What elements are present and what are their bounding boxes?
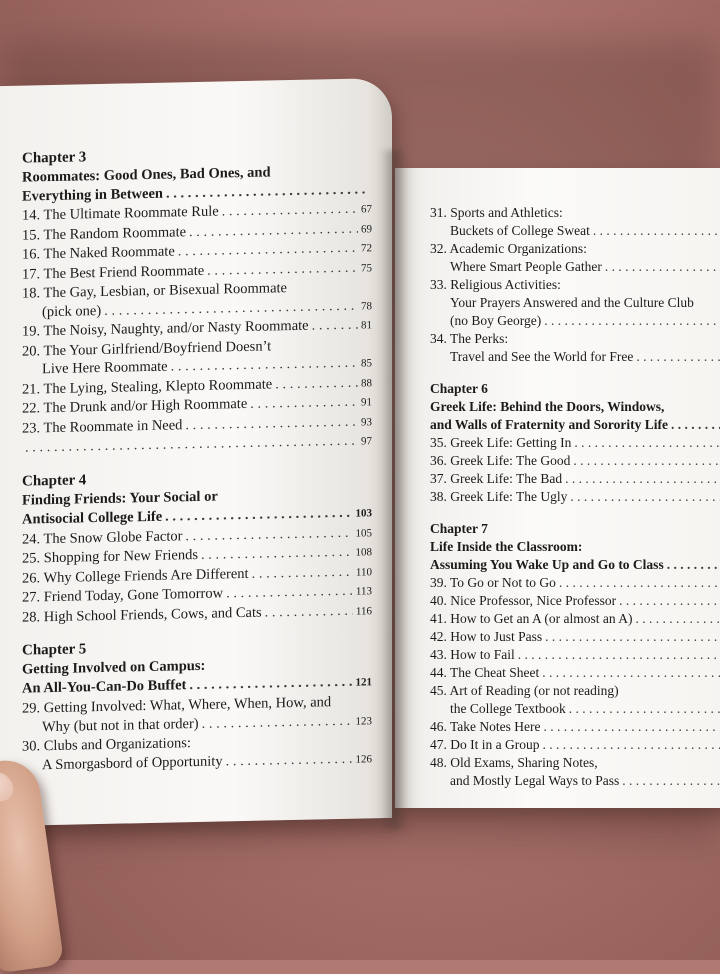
toc-text: (no Boy George) — [450, 313, 542, 328]
toc-text: 18. The Gay, Lesbian, or Bisexual Roommate — [22, 280, 287, 302]
toc-entry — [430, 628, 720, 646]
toc-text: Greek Life: Behind the Doors, Windows, — [430, 399, 665, 414]
page-number: 113 — [355, 585, 372, 598]
toc-text: 38. Greek Life: The Ugly — [430, 489, 568, 504]
toc-line — [430, 416, 720, 434]
leader-dots — [226, 582, 353, 603]
toc-line — [430, 258, 720, 276]
leader-dots — [542, 664, 720, 682]
toc-line — [430, 700, 720, 718]
leader-dots — [185, 523, 352, 545]
leader-dots — [544, 718, 720, 736]
leader-dots — [593, 222, 720, 240]
chapter-block — [22, 634, 372, 775]
leader-dots — [189, 673, 352, 695]
toc-text: 36. Greek Life: The Good — [430, 453, 571, 468]
toc-text: 25. Shopping for New Friends — [22, 546, 199, 567]
toc-text: Why (but not in that order) — [42, 715, 199, 735]
chapter-block — [22, 465, 372, 628]
page-number: 81 — [361, 319, 372, 332]
toc-line — [430, 574, 720, 592]
toc-line — [430, 488, 720, 506]
toc-text: 33. Religious Activities: — [430, 277, 561, 292]
toc-text: Travel and See the World for Free — [450, 349, 634, 364]
page-number: 123 — [355, 714, 372, 728]
toc-line — [430, 470, 720, 488]
leader-dots — [165, 503, 352, 526]
leader-dots — [226, 749, 353, 770]
toc-text: 43. How to Fail — [430, 647, 515, 662]
leader-dots — [619, 592, 720, 610]
page-number: 97 — [361, 435, 372, 448]
entry-continuation — [430, 204, 720, 366]
toc-text: 23. The Roommate in Need — [22, 416, 183, 437]
toc-entry — [430, 610, 720, 628]
toc-text: 41. How to Get an A (or almost an A) — [430, 611, 633, 626]
toc-line — [430, 312, 720, 330]
toc-text: 34. The Perks: — [430, 331, 509, 346]
chapter-title — [430, 398, 720, 434]
leader-dots — [189, 219, 358, 241]
toc-line — [430, 682, 720, 700]
toc-entry — [430, 664, 720, 682]
chapter-number: Chapter 4 — [22, 471, 87, 490]
toc-text: 16. The Naked Roommate — [22, 243, 175, 263]
leader-dots — [605, 258, 720, 276]
leader-dots — [544, 312, 720, 330]
toc-text: Finding Friends: Your Social or — [22, 488, 218, 509]
leader-dots — [559, 574, 720, 592]
toc-entry — [430, 736, 720, 754]
toc-text: 37. Greek Life: The Bad — [430, 471, 563, 486]
toc-text: 17. The Best Friend Roommate — [22, 262, 205, 283]
toc-line — [430, 664, 720, 682]
page-number: 78 — [361, 299, 372, 313]
toc-line — [430, 592, 720, 610]
leader-dots — [252, 562, 353, 583]
toc-text: 39. To Go or Not to Go — [430, 575, 556, 590]
toc-text: 14. The Ultimate Roommate Rule — [22, 203, 219, 224]
toc-text: Assuming You Wake Up and Go to Class — [430, 557, 664, 572]
toc-line — [430, 434, 720, 452]
chapter-number: Chapter 3 — [22, 149, 87, 167]
leader-dots — [565, 470, 720, 488]
toc-text: A Smorgasbord of Opportunity — [42, 752, 223, 773]
toc-text: 32. Academic Organizations: — [430, 241, 587, 256]
toc-entry — [430, 574, 720, 592]
chapter-title — [430, 538, 720, 574]
leader-dots — [250, 393, 358, 414]
toc-entry — [430, 718, 720, 736]
page-number: 126 — [355, 752, 372, 766]
leader-dots — [265, 601, 353, 621]
chapter-number: Chapter 6 — [430, 381, 488, 396]
page-number: 75 — [361, 261, 372, 275]
toc-entry — [430, 754, 720, 790]
toc-text: 27. Friend Today, Gone Tomorrow — [22, 585, 224, 606]
page-number: 103 — [355, 506, 372, 520]
toc-text: 26. Why College Friends Are Different — [22, 565, 249, 587]
toc-entry — [430, 204, 720, 240]
right-page — [395, 168, 720, 808]
toc-text: 48. Old Exams, Sharing Notes, — [430, 755, 598, 770]
leader-dots — [622, 772, 720, 790]
leader-dots — [178, 239, 358, 261]
leader-dots — [275, 373, 358, 393]
toc-line — [430, 452, 720, 470]
left-toc-column — [22, 142, 372, 775]
toc-entry — [430, 488, 720, 506]
toc-text: Getting Involved on Campus: — [22, 657, 206, 678]
toc-text: Live Here Roommate — [42, 358, 168, 378]
toc-text: 22. The Drunk and/or High Roommate — [22, 395, 248, 417]
toc-line — [430, 204, 720, 222]
toc-line — [430, 610, 720, 628]
toc-text: Everything in Between — [22, 185, 163, 205]
toc-line — [430, 276, 720, 294]
toc-text: 24. The Snow Globe Factor — [22, 527, 183, 548]
chapter-block — [22, 142, 372, 458]
left-page — [0, 78, 392, 826]
toc-entry — [430, 330, 720, 366]
toc-entry — [430, 240, 720, 276]
toc-line — [430, 628, 720, 646]
toc-text: 35. Greek Life: Getting In — [430, 435, 572, 450]
page-number: 69 — [361, 222, 372, 236]
leader-dots — [569, 700, 720, 718]
chapter-number: Chapter 5 — [22, 641, 87, 659]
toc-line — [430, 538, 720, 556]
leader-dots — [545, 628, 720, 646]
toc-entry — [430, 276, 720, 330]
thumbnail — [0, 770, 15, 805]
toc-line — [430, 772, 720, 790]
toc-text: 15. The Random Roommate — [22, 223, 187, 244]
toc-text: 46. Take Notes Here — [430, 719, 541, 734]
leader-dots — [312, 316, 358, 335]
leader-dots — [574, 434, 720, 452]
toc-text: 29. Getting Involved: What, Where, When, How, and — [22, 694, 332, 717]
toc-text: and Mostly Legal Ways to Pass — [450, 773, 620, 788]
toc-text: 19. The Noisy, Naughty, and/or Nasty Roommate — [22, 317, 309, 340]
page-number: 108 — [355, 546, 372, 559]
page-number: 121 — [355, 676, 372, 689]
toc-text: (pick one) — [42, 302, 102, 320]
page-number: 93 — [361, 415, 372, 429]
toc-line — [430, 556, 720, 574]
toc-line — [430, 646, 720, 664]
page-number: 67 — [361, 203, 372, 216]
leader-dots — [171, 354, 358, 376]
page-number: 88 — [361, 376, 372, 390]
chapter-number: Chapter 7 — [430, 521, 488, 536]
leader-dots — [570, 488, 720, 506]
toc-text: 40. Nice Professor, Nice Professor — [430, 593, 617, 608]
toc-line — [430, 736, 720, 754]
leader-dots — [222, 200, 358, 221]
toc-text: and Walls of Fraternity and Sorority Life — [430, 417, 669, 432]
chapter-block — [430, 380, 720, 506]
toc-entry — [430, 434, 720, 452]
toc-text: Your Prayers Answered and the Culture Club — [450, 295, 694, 310]
leader-dots — [185, 412, 358, 434]
leader-dots — [573, 452, 720, 470]
toc-text: Where Smart People Gather — [450, 259, 602, 274]
book-gutter — [380, 150, 408, 830]
toc-entry — [22, 730, 372, 775]
leader-dots — [667, 556, 720, 574]
page-number: 85 — [361, 357, 372, 370]
toc-line — [430, 348, 720, 366]
toc-line — [430, 294, 720, 312]
page-number: 105 — [355, 526, 372, 540]
toc-text: 28. High School Friends, Cows, and Cats — [22, 604, 262, 626]
toc-line — [430, 330, 720, 348]
leader-dots — [635, 610, 720, 628]
toc-text: 42. How to Just Pass — [430, 629, 543, 644]
toc-text: 31. Sports and Athletics: — [430, 205, 563, 220]
toc-entry — [430, 682, 720, 718]
toc-entry — [430, 470, 720, 488]
toc-line — [430, 398, 720, 416]
toc-entry — [430, 452, 720, 470]
leader-dots — [207, 258, 358, 280]
toc-text: Life Inside the Classroom: — [430, 539, 583, 554]
toc-text: 20. The Your Girlfriend/Boyfriend Doesn’t — [22, 337, 272, 360]
page-number: 72 — [361, 242, 372, 255]
right-toc-column — [430, 204, 720, 790]
toc-line — [430, 754, 720, 772]
page-number: 110 — [355, 565, 372, 579]
toc-text: Antisocial College Life — [22, 508, 163, 528]
toc-text: Buckets of College Sweat — [450, 223, 590, 238]
toc-text: An All-You-Can-Do Buffet — [22, 677, 187, 697]
leader-dots — [201, 543, 352, 565]
toc-text: the College Textbook — [450, 701, 566, 716]
toc-text: Roommates: Good Ones, Bad Ones, and — [22, 164, 271, 186]
toc-text: 47. Do It in a Group — [430, 737, 540, 752]
chapter-block — [430, 520, 720, 790]
toc-text: 44. The Cheat Sheet — [430, 665, 540, 680]
toc-entry — [430, 592, 720, 610]
leader-dots — [636, 348, 720, 366]
toc-line — [430, 240, 720, 258]
toc-line — [430, 222, 720, 240]
toc-line — [430, 718, 720, 736]
toc-text: 45. Art of Reading (or not reading) — [430, 683, 619, 698]
leader-dots — [671, 416, 720, 434]
toc-text: 21. The Lying, Stealing, Klepto Roommate — [22, 375, 273, 398]
leader-dots — [518, 646, 720, 664]
toc-text: 30. Clubs and Organizations: — [22, 735, 191, 755]
leader-dots — [202, 711, 353, 733]
page-number: 91 — [361, 396, 372, 409]
toc-entry — [430, 646, 720, 664]
leader-dots — [542, 736, 720, 754]
page-number: 116 — [355, 604, 372, 618]
